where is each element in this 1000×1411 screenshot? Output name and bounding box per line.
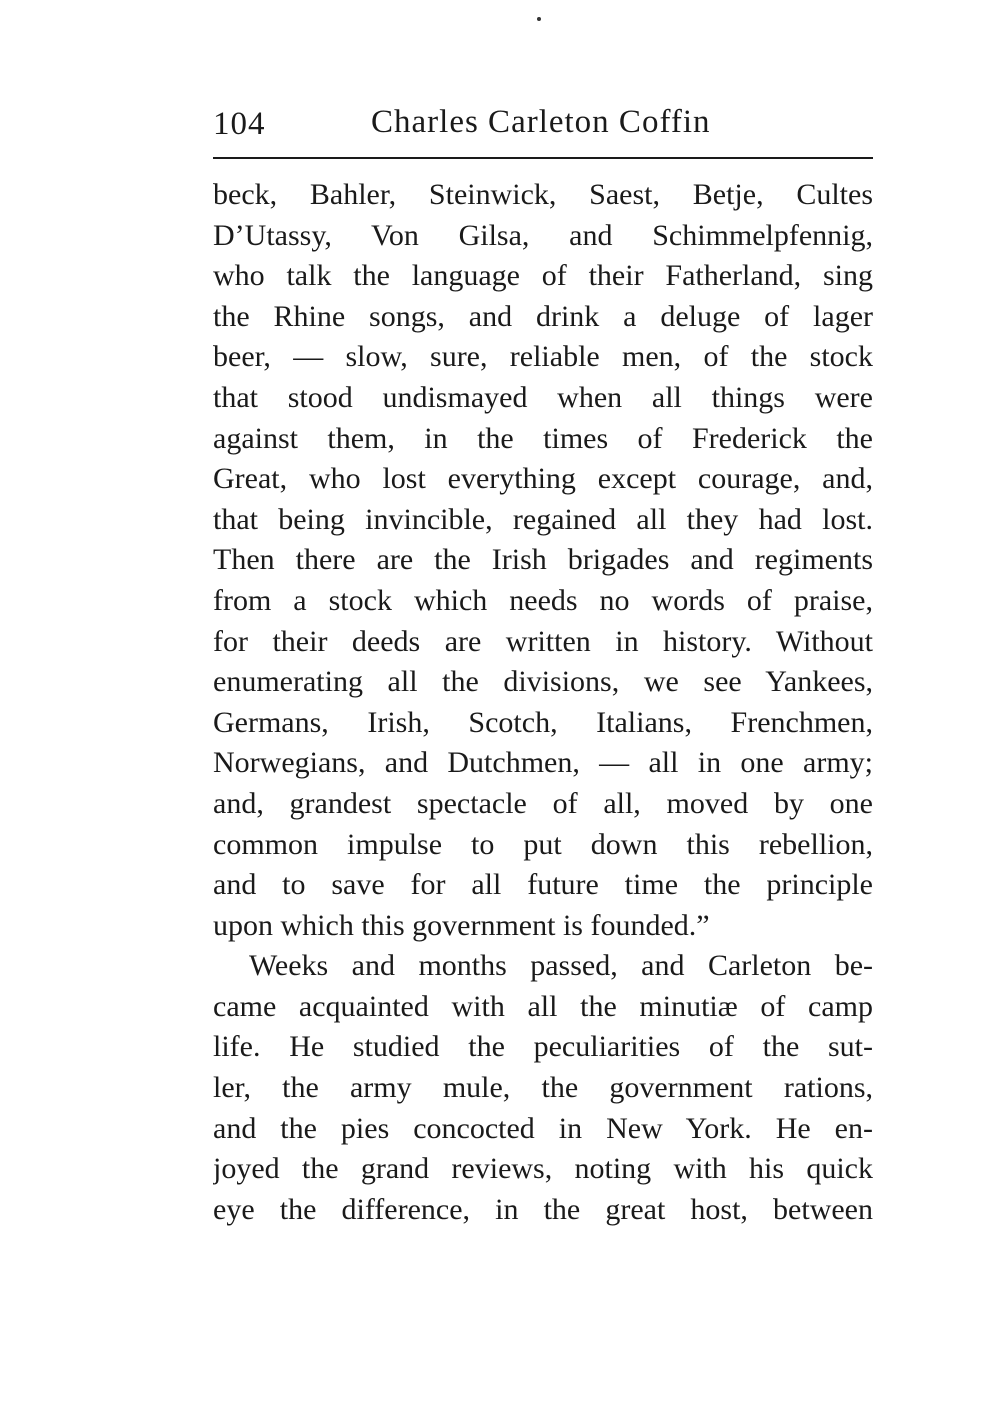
page-header [213,100,873,156]
text-line: Then there are the Irish brigades and regiments [213,543,873,577]
text-line: beck, Bahler, Steinwick, Saest, Betje, Cultes [213,178,873,211]
text-line: that being invincible, regained all they had lost. [213,502,873,536]
text-line: for their deeds are written in history. Without [213,624,873,658]
text-line: D’Utassy, Von Gilsa, and Schimmelpfennig, [213,218,873,252]
text-line: and the pies concocted in New York. He en- [213,1111,873,1145]
scan-speck [537,17,541,21]
text-line: common impulse to put down this rebellion, [213,827,873,861]
text-line: Norwegians, and Dutchmen, — all in one army; [213,746,873,780]
text-line: Great, who lost everything except courage, and, [213,462,873,496]
text-line: beer, — slow, sure, reliable men, of the stock [213,340,873,374]
text-line: and to save for all future time the principle [213,868,873,902]
text-line: from a stock which needs no words of praise, [213,583,873,617]
text-line: Germans, Irish, Scotch, Italians, Frenchmen, [213,705,873,739]
running-head: Charles Carleton Coffin [371,104,711,140]
text-line: and, grandest spectacle of all, moved by one [213,786,873,820]
text-line: life. He studied the peculiarities of the sut- [213,1030,873,1064]
body-text [213,175,873,1230]
text-line: joyed the grand reviews, noting with his quick [213,1152,873,1186]
page-number: 104 [213,106,266,142]
text-line: upon which this government is founded.” [213,908,710,942]
text-line: enumerating all the divisions, we see Yankees, [213,665,873,699]
text-line: that stood undismayed when all things were [213,380,873,414]
text-line: ler, the army mule, the government rations, [213,1071,873,1105]
text-line: against them, in the times of Frederick the [213,421,873,455]
text-line: the Rhine songs, and drink a deluge of lager [213,299,873,333]
text-line: came acquainted with all the minutiæ of camp [213,989,873,1023]
header-rule [213,157,873,159]
text-line: Weeks and months passed, and Carleton be- [249,949,873,983]
text-line: eye the difference, in the great host, between [213,1192,873,1226]
text-line: who talk the language of their Fatherland, sing [213,259,873,293]
